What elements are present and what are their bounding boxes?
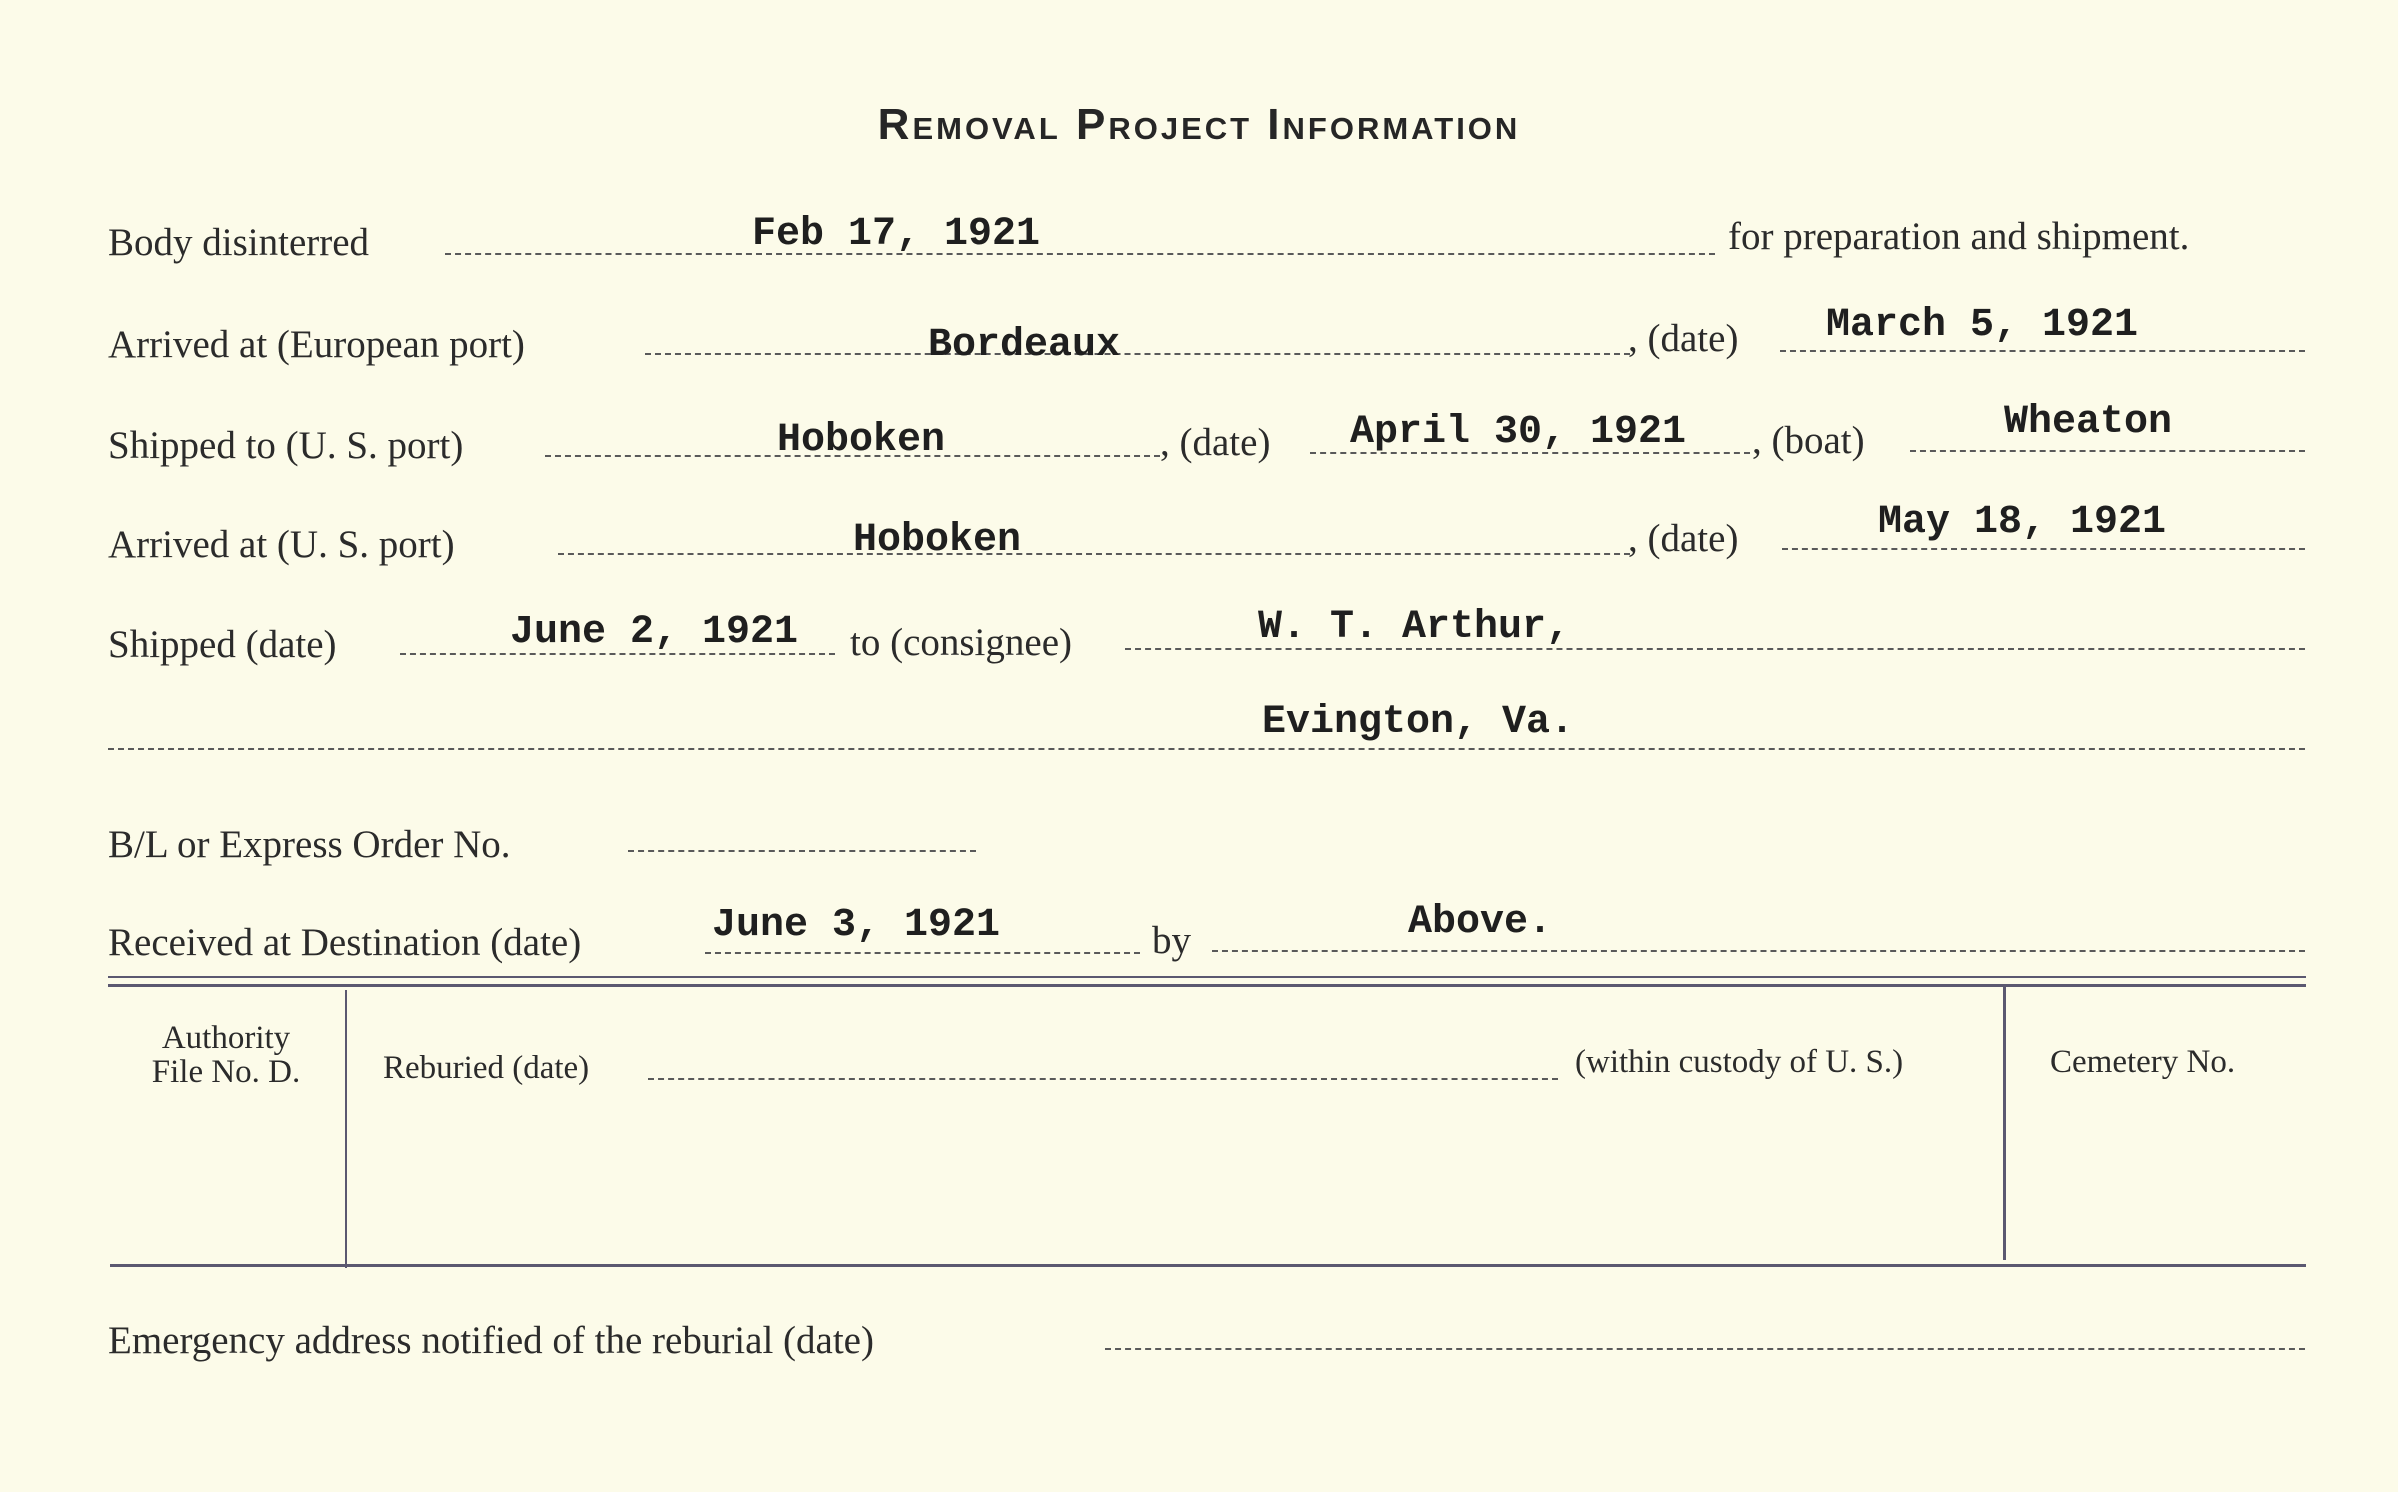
by-label: by — [1152, 919, 1191, 962]
arrived-us-date-label: , (date) — [1628, 517, 1739, 560]
consignee-label: to (consignee) — [850, 621, 1073, 664]
shipped-us-port: Hoboken — [777, 418, 946, 463]
arrived-us-date-line — [1782, 548, 2305, 550]
body-disinterred-date: Feb 17, 1921 — [752, 212, 1041, 257]
boat-label: , (boat) — [1752, 419, 1865, 462]
arrived-european-date-label: , (date) — [1628, 317, 1739, 360]
arrived-european-date: March 5, 1921 — [1826, 303, 2139, 348]
shipped-us-date-label: , (date) — [1160, 421, 1271, 464]
bl-line — [628, 850, 976, 852]
boat-name: Wheaton — [2004, 400, 2173, 445]
card-title: Removal Project Information — [877, 100, 1521, 149]
received-date-line — [705, 952, 1140, 954]
shipped-us-date: April 30, 1921 — [1350, 410, 1687, 455]
received-date: June 3, 1921 — [712, 903, 1001, 948]
emergency-line — [1105, 1348, 2305, 1350]
arrived-european-date-line — [1780, 350, 2305, 352]
table-bottom-rule — [110, 1264, 2306, 1267]
arrived-european-label: Arrived at (European port) — [108, 323, 525, 366]
arrived-european-port-line — [645, 353, 1630, 355]
arrived-us-port: Hoboken — [853, 518, 1022, 563]
reburied-line — [648, 1078, 1558, 1080]
received-label: Received at Destination (date) — [108, 921, 582, 964]
shipped-date-label: Shipped (date) — [108, 623, 337, 666]
table-divider-left — [345, 990, 347, 1268]
arrived-us-label: Arrived at (U. S. port) — [108, 523, 455, 566]
consignee-address: Evington, Va. — [1262, 700, 1575, 745]
arrived-us-date: May 18, 1921 — [1878, 500, 2167, 545]
body-disinterred-label: Body disinterred — [108, 221, 370, 264]
double-rule-top — [108, 976, 2306, 978]
authority-label-line2: File No. D. — [151, 1054, 301, 1090]
consignee-address-line — [108, 748, 2305, 750]
double-rule-bottom — [108, 984, 2306, 987]
consignee-name: W. T. Arthur, — [1258, 605, 1571, 650]
arrived-european-port: Bordeaux — [928, 323, 1121, 368]
emergency-label: Emergency address notified of the reburial (date) — [108, 1319, 874, 1362]
reburied-label: Reburied (date) — [383, 1050, 590, 1086]
received-by: Above. — [1408, 900, 1553, 945]
received-by-line — [1212, 950, 2305, 952]
table-divider-right — [2003, 986, 2006, 1260]
cemetery-label: Cemetery No. — [2050, 1044, 2236, 1080]
arrived-us-port-line — [558, 553, 1630, 555]
authority-label-line1: Authority — [161, 1020, 291, 1056]
boat-line — [1910, 450, 2305, 452]
shipped-us-label: Shipped to (U. S. port) — [108, 424, 464, 467]
bl-label: B/L or Express Order No. — [108, 823, 511, 866]
custody-label: (within custody of U. S.) — [1575, 1044, 1904, 1080]
for-preparation-label: for preparation and shipment. — [1728, 215, 2190, 258]
shipped-date: June 2, 1921 — [510, 610, 799, 655]
body-disinterred-line — [445, 253, 1715, 255]
